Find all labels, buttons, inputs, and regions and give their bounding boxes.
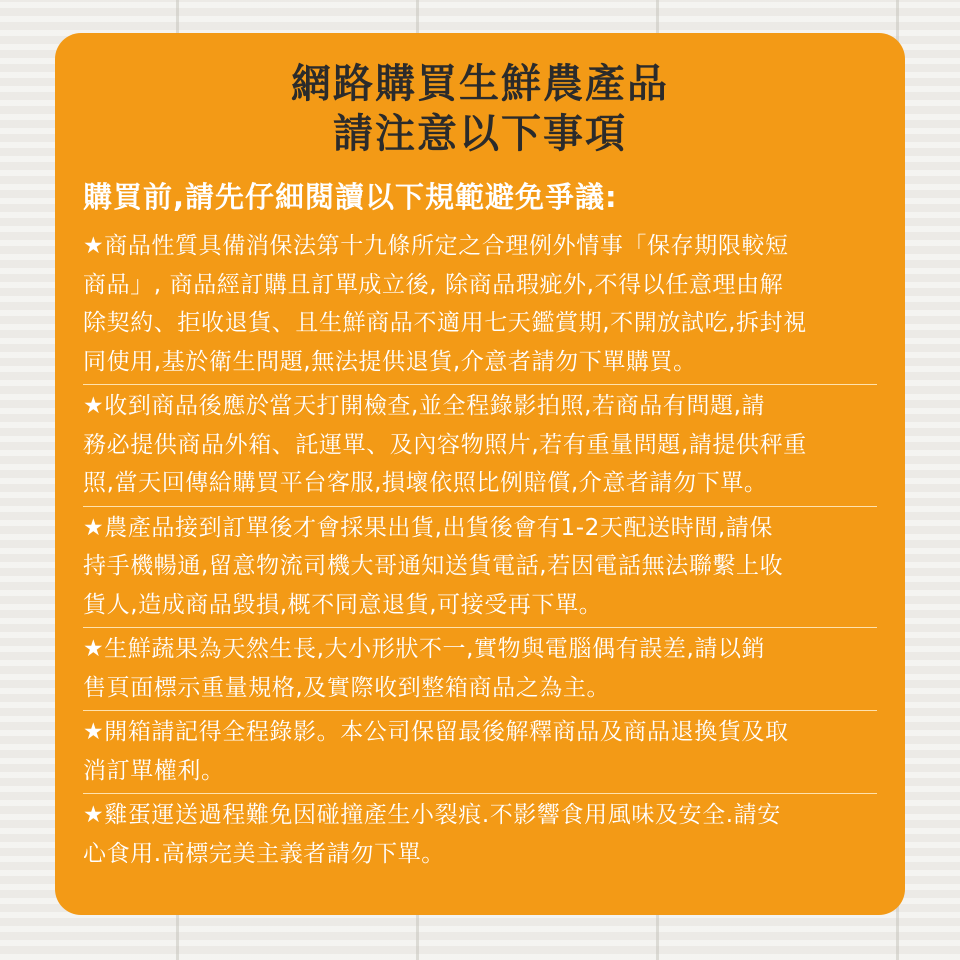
notice-line: 持手機暢通,留意物流司機大哥通知送貨電話,若因電話無法聯繫上收 [83, 553, 784, 579]
notice-item-shipping [83, 507, 877, 629]
notice-line: ★生鮮蔬果為天然生長,大小形狀不一,實物與電腦偶有誤差,請以銷 [83, 636, 766, 662]
notice-line: ★開箱請記得全程錄影。本公司保留最後解釋商品及商品退換貨及取 [83, 719, 789, 745]
notice-item-eggs [83, 794, 877, 876]
notice-line: ★收到商品後應於當天打開檢查,並全程錄影拍照,若商品有問題,請 [83, 393, 766, 419]
notice-item-inspection [83, 385, 877, 507]
notice-line: 心食用.高標完美主義者請勿下單。 [83, 840, 445, 867]
notice-line: 消訂單權利。 [83, 757, 225, 784]
notice-list [83, 227, 877, 876]
notice-line: 售頁面標示重量規格,及實際收到整箱商品之為主。 [83, 674, 611, 701]
notice-item-size-variation [83, 628, 877, 711]
notice-line: 除契約、拒收退貨、且生鮮商品不適用七天鑑賞期,不開放試吃,拆封視 [83, 310, 807, 336]
title-line-1: 網路購買生鮮農產品 [291, 61, 669, 107]
notice-card [55, 33, 905, 915]
notice-line: 務必提供商品外箱、託運單、及內容物照片,若有重量問題,請提供秤重 [83, 431, 807, 458]
notice-line: ★雞蛋運送過程難免因碰撞產生小裂痕.不影響食用風味及安全.請安 [83, 802, 781, 828]
notice-subtitle: 購買前,請先仔細閱讀以下規範避免爭議: [83, 180, 618, 214]
notice-line: 同使用,基於衛生問題,無法提供退貨,介意者請勿下單購買。 [83, 348, 697, 375]
notice-line: 商品」, 商品經訂購且訂單成立後, 除商品瑕疵外,不得以任意理由解 [83, 271, 784, 298]
notice-item-unboxing [83, 711, 877, 794]
notice-line: ★商品性質具備消保法第十九條所定之合理例外情事「保存期限較短 [83, 233, 789, 259]
title-line-2: 請注意以下事項 [333, 111, 627, 157]
notice-item-return-policy [83, 227, 877, 385]
page-title [83, 59, 877, 159]
notice-line: ★農產品接到訂單後才會採果出貨,出貨後會有1-2天配送時間,請保 [83, 514, 774, 541]
notice-line: 貨人,造成商品毀損,概不同意退貨,可接受再下單。 [83, 591, 603, 618]
notice-line: 照,當天回傳給購買平台客服,損壞依照比例賠償,介意者請勿下單。 [83, 470, 768, 496]
